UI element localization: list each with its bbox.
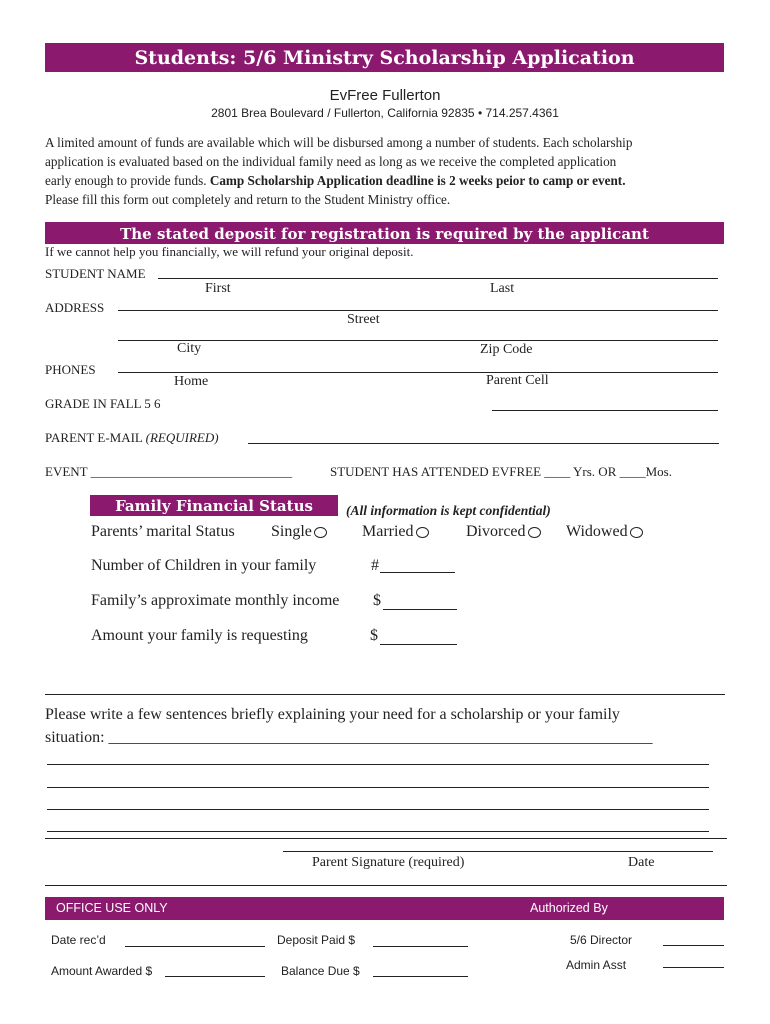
section-divider [45,694,725,695]
single-label: Single [271,523,312,540]
financial-banner-text: Family Financial Status [115,497,313,515]
admin-asst-field[interactable] [663,967,724,968]
required-note: (REQUIRED) [145,430,219,445]
director-field[interactable] [663,945,724,946]
explain-line-3[interactable] [47,764,709,765]
income-field[interactable] [383,609,457,610]
attended-field[interactable]: STUDENT HAS ATTENDED EVFREE ____ Yrs. OR ____Mos. [330,464,672,479]
married-radio[interactable] [416,527,429,538]
intro-line-2: application is evaluated based on the individual family need as long as we receive the completed application [45,154,617,169]
date-recd-label: Date rec’d [51,933,106,947]
event-field[interactable]: EVENT _______________________________ [45,464,293,479]
married-option[interactable] [362,523,429,541]
zip-label: Zip Code [480,342,533,357]
street-label: Street [347,312,380,327]
children-label: Number of Children in your family [91,557,317,574]
amount-awarded-field[interactable] [165,976,265,977]
balance-due-field[interactable] [373,976,468,977]
intro-paragraph [45,133,735,209]
first-name-label: First [205,281,231,296]
balance-due-label: Balance Due $ [281,964,360,978]
divorced-radio[interactable] [528,527,541,538]
org-name: EvFree Fullerton [329,87,441,104]
address-label: ADDRESS [45,300,105,315]
parent-signature-label: Parent Signature (required) [312,855,465,870]
parent-email-text: PARENT E-MAIL [45,430,146,445]
home-phone-label: Home [174,374,209,389]
married-label: Married [362,523,414,540]
widowed-label: Widowed [566,523,628,540]
request-label: Amount your family is requesting [91,627,308,644]
financial-banner [90,495,338,516]
explain-line-1: Please write a few sentences briefly explaining your need for a scholarship or your family [45,706,620,723]
signature-divider [45,885,727,886]
last-name-label: Last [490,281,515,296]
office-banner [45,897,724,920]
form-title: Students: 5/6 Ministry Scholarship Application [134,47,635,69]
income-label: Family’s approximate monthly income [91,592,340,609]
phones-label: PHONES [45,362,96,377]
marital-status-label: Parents’ marital Status [91,523,235,540]
student-name-field[interactable] [158,278,718,279]
explain-prompt [45,703,653,749]
phones-field[interactable] [118,372,718,373]
date-label: Date [628,855,655,870]
widowed-option[interactable] [566,523,643,541]
intro-line-3: early enough to provide funds. [45,173,210,188]
signature-field[interactable] [283,851,713,852]
single-option[interactable] [271,523,327,541]
parent-email-field[interactable] [248,443,719,444]
parent-cell-label: Parent Cell [486,373,549,388]
children-field[interactable] [380,572,455,573]
grade-label: GRADE IN FALL 5 6 [45,396,161,411]
divorced-option[interactable] [466,523,541,541]
children-prefix: # [371,557,379,574]
widowed-radio[interactable] [630,527,643,538]
deadline-notice: Camp Scholarship Application deadline is 2 weeks peior to camp or event. [209,173,626,188]
divorced-label: Divorced [466,523,526,540]
parent-email-label [45,430,219,446]
request-prefix: $ [370,627,378,644]
office-use-label: OFFICE USE ONLY [56,901,168,915]
student-name-label: STUDENT NAME [45,266,146,281]
single-radio[interactable] [314,527,327,538]
deposit-banner-text: The stated deposit for registration is required by the applicant [120,225,649,243]
form-title-bar [45,43,724,72]
explain-line-4[interactable] [47,787,709,788]
street-field[interactable] [118,310,718,311]
org-address: 2801 Brea Boulevard / Fullerton, California 92835 • 714.257.4361 [211,106,559,120]
director-label: 5/6 Director [570,933,633,947]
explain-line-5[interactable] [47,809,709,810]
admin-asst-label: Admin Asst [566,958,627,972]
explain-line-2[interactable]: situation: ____________________________________________________________________ [45,729,653,746]
income-prefix: $ [373,592,381,609]
deposit-paid-label: Deposit Paid $ [277,933,356,947]
confidential-note: (All information is kept confidential) [346,503,551,518]
city-label: City [177,341,202,356]
deposit-banner [45,222,724,244]
refund-note: If we cannot help you financially, we will refund your original deposit. [45,244,414,259]
intro-line-1: A limited amount of funds are available which will be disbursed among a number of students. Each scholarship [45,135,633,150]
request-field[interactable] [380,644,457,645]
explain-line-6[interactable] [47,831,709,832]
explain-bottom-divider [45,838,727,839]
city-zip-field[interactable] [118,340,718,341]
authorized-by-label: Authorized By [530,901,608,915]
parent-cell-field[interactable] [492,410,718,411]
deposit-paid-field[interactable] [373,946,468,947]
date-recd-field[interactable] [125,946,265,947]
amount-awarded-label: Amount Awarded $ [51,964,153,978]
intro-line-4: Please fill this form out completely and return to the Student Ministry office. [45,192,451,207]
